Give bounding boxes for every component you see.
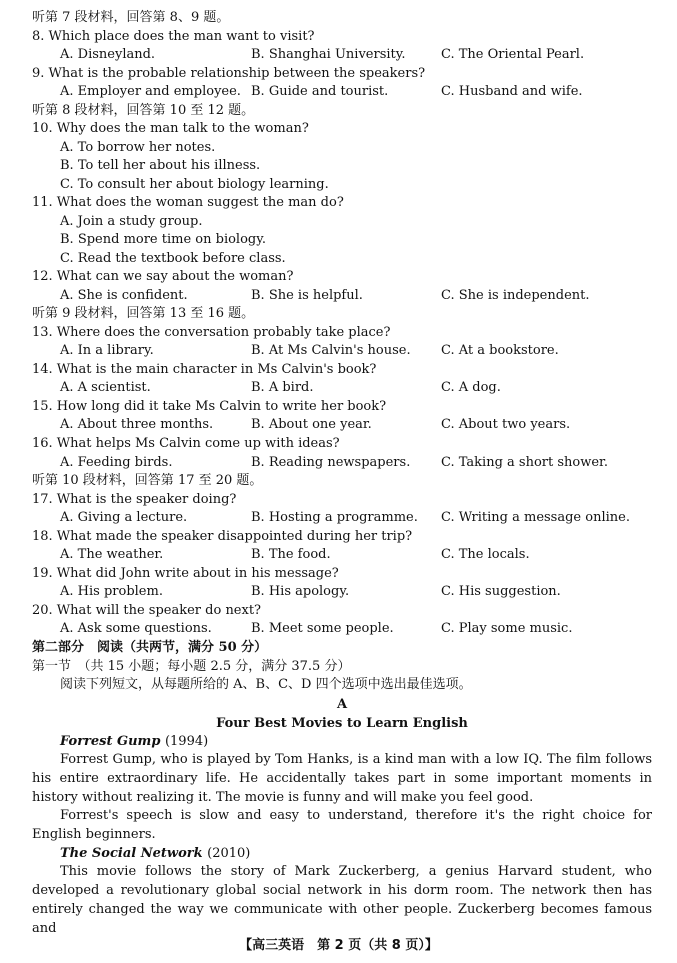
option-a: A. About three months.: [60, 417, 214, 433]
segment-heading: 听第 8 段材料，回答第 10 至 12 题。: [32, 102, 255, 118]
option-c: C. The locals.: [441, 547, 530, 563]
passage-letter: A: [336, 696, 348, 712]
question: 19. What did John write about in his message?: [32, 565, 339, 581]
question: 14. What is the main character in Ms Calvin's book?: [32, 361, 377, 377]
paragraph: Forrest Gump, who is played by Tom Hanks, is a kind man with a low IQ. The film follows his entire extraordinary life. He accidentally takes part in some important moments in history without realizing it. The movie is funny and will make you feel good.: [32, 752, 652, 805]
option-c: C. At a bookstore.: [441, 343, 559, 359]
option: C. Read the textbook before class.: [60, 250, 286, 266]
option-b: B. The food.: [251, 547, 331, 563]
option-c: C. About two years.: [441, 417, 571, 433]
option-b: B. A bird.: [251, 380, 314, 396]
question: 11. What does the woman suggest the man do?: [32, 195, 344, 211]
question: 12. What can we say about the woman?: [32, 269, 294, 285]
page-footer: 【高三英语 第 2 页（共 8 页）】: [239, 938, 438, 953]
film-heading-2: [32, 845, 652, 864]
question: 20. What will the speaker do next?: [32, 602, 262, 618]
option-row: [32, 454, 652, 473]
question: 17. What is the speaker doing?: [32, 491, 237, 507]
question: 10. Why does the man talk to the woman?: [32, 121, 309, 137]
film-title: Forrest Gump: [60, 733, 161, 749]
option-a: A. Employer and employee.: [60, 84, 241, 100]
option-c: C. A dog.: [441, 380, 501, 396]
option-b: B. Shanghai University.: [251, 47, 406, 62]
part-heading: 第二部分 阅读（共两节，满分 50 分）: [32, 640, 268, 656]
option: C. To consult her about biology learning.: [60, 176, 329, 192]
option-a: A. Ask some questions.: [60, 621, 212, 637]
segment-heading: 听第 7 段材料，回答第 8、9 题。: [32, 10, 230, 25]
option-b: B. At Ms Calvin's house.: [251, 343, 411, 359]
option-a: A. She is confident.: [60, 287, 188, 303]
film-heading-1: [32, 733, 652, 752]
film-year: (1994): [164, 733, 209, 749]
option-a: A. Feeding birds.: [60, 454, 173, 470]
question: 16. What helps Ms Calvin come up with ideas?: [32, 436, 340, 452]
option-b: B. Meet some people.: [251, 621, 394, 637]
option-a: A. Giving a lecture.: [60, 510, 188, 526]
option-c: C. Husband and wife.: [441, 84, 583, 100]
paragraph: This movie follows the story of Mark Zuckerberg, a genius Harvard student, who developed a revolutionary global social network in his dorm room. The network then has entirely changed the way we communicate with other people. Zuckerberg becomes famous and: [32, 864, 652, 936]
option-c: C. Writing a message online.: [441, 510, 630, 526]
option-b: B. She is helpful.: [251, 287, 363, 303]
page-content: [32, 9, 652, 938]
option-row: [32, 620, 652, 639]
option-a: A. A scientist.: [60, 380, 151, 396]
listening-questions: [32, 9, 652, 639]
option-a: A. Disneyland.: [60, 47, 156, 62]
question: 18. What made the speaker disappointed during her trip?: [32, 528, 413, 544]
option-row: [32, 546, 652, 565]
option-c: C. His suggestion.: [441, 584, 561, 600]
question: 8. Which place does the man want to visit?: [32, 28, 315, 44]
option-a: A. The weather.: [60, 547, 164, 563]
reading-instruction: 阅读下列短文，从每题所给的 A、B、C、D 四个选项中选出最佳选项。: [60, 677, 472, 693]
option-a: A. In a library.: [60, 343, 154, 359]
option-c: C. She is independent.: [441, 287, 590, 303]
option-a: A. His problem.: [60, 584, 163, 600]
option-b: B. Reading newspapers.: [251, 454, 411, 470]
option-row: [32, 83, 652, 102]
option-row: [32, 342, 652, 361]
segment-heading: 听第 10 段材料，回答第 17 至 20 题。: [32, 473, 263, 489]
option-row: [32, 583, 652, 602]
option-c: C. Play some music.: [441, 621, 573, 637]
option-c: C. The Oriental Pearl.: [441, 47, 585, 62]
paragraph: Forrest's speech is slow and easy to understand, therefore it's the right choice for English beginners.: [32, 808, 652, 843]
option-row: [32, 416, 652, 435]
option-c: C. Taking a short shower.: [441, 454, 608, 470]
question: 9. What is the probable relationship between the speakers?: [32, 65, 426, 81]
passage-title: Four Best Movies to Learn English: [216, 715, 468, 731]
option-b: B. About one year.: [251, 417, 372, 433]
option: B. Spend more time on biology.: [60, 232, 266, 248]
question: 15. How long did it take Ms Calvin to write her book?: [32, 398, 387, 414]
option: A. To borrow her notes.: [60, 139, 216, 155]
option: A. Join a study group.: [60, 213, 203, 229]
option-row: [32, 46, 652, 65]
question: 13. Where does the conversation probably take place?: [32, 324, 391, 340]
option-b: B. His apology.: [251, 584, 350, 600]
option: B. To tell her about his illness.: [60, 158, 261, 174]
option-row: [32, 287, 652, 306]
segment-heading: 听第 9 段材料，回答第 13 至 16 题。: [32, 306, 255, 322]
option-b: B. Hosting a programme.: [251, 510, 418, 526]
section-heading: 第一节 （共 15 小题；每小题 2.5 分，满分 37.5 分）: [32, 658, 351, 674]
option-b: B. Guide and tourist.: [251, 84, 389, 100]
option-row: [32, 379, 652, 398]
film-title: The Social Network: [60, 845, 203, 861]
film-year: (2010): [207, 845, 251, 861]
option-row: [32, 509, 652, 528]
